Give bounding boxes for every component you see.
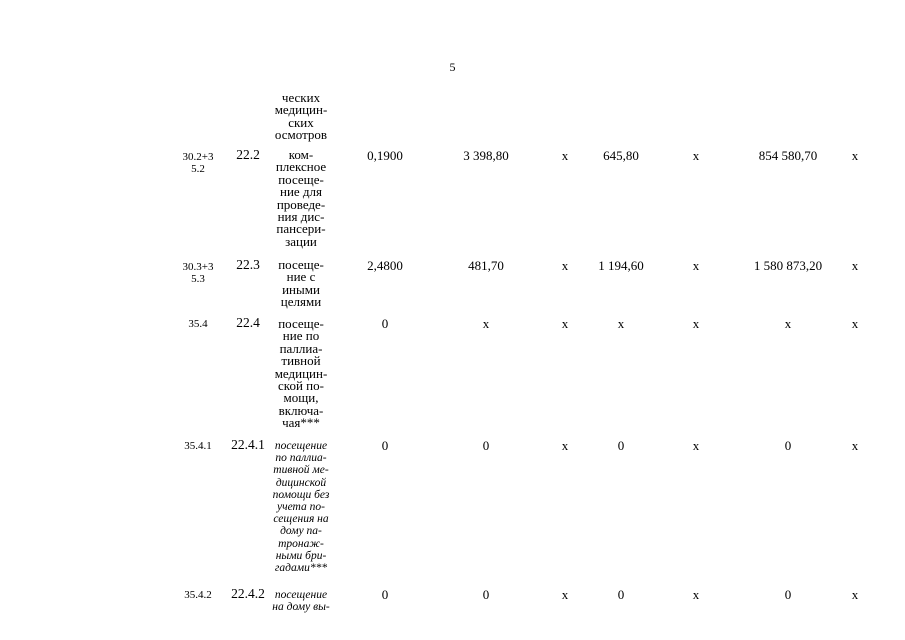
name-line: тивной xyxy=(281,353,321,369)
row-name xyxy=(264,318,338,430)
name-line: плексное xyxy=(275,159,327,175)
cell-value-3: х xyxy=(561,587,569,602)
cell-value-7: х xyxy=(851,587,859,602)
code-line: 35.4 xyxy=(188,318,208,330)
row-code xyxy=(176,151,220,175)
code-line: 35.4.2 xyxy=(184,589,212,601)
row-number: 22.4 xyxy=(236,315,260,330)
name-line: ние по xyxy=(282,328,320,344)
name-line: включа- xyxy=(278,402,324,418)
cell-value-5: х xyxy=(692,258,700,273)
cell-value-4: 645,80 xyxy=(603,148,639,163)
name-line: посеще- xyxy=(278,257,324,272)
name-line: ских xyxy=(288,114,314,130)
name-line: медицин- xyxy=(274,102,328,118)
name-line: ния дис- xyxy=(277,209,325,225)
name-line: на дому вы- xyxy=(272,601,330,614)
code-line: 5.2 xyxy=(191,163,205,175)
cell-value-1: 0,1900 xyxy=(367,148,403,163)
cell-value-4: 0 xyxy=(617,587,625,602)
cell-value-6: х xyxy=(784,316,792,331)
name-line: чая*** xyxy=(282,415,320,431)
name-line: учета по- xyxy=(277,501,325,514)
cell-value-6: 1 580 873,20 xyxy=(753,258,823,273)
name-line: по паллиа- xyxy=(275,452,327,465)
name-line: проведе- xyxy=(276,196,326,212)
name-line: ком- xyxy=(288,147,314,162)
cell-value-1: 0 xyxy=(381,316,389,331)
cell-value-5: х xyxy=(692,316,700,331)
name-line: гадами*** xyxy=(274,562,328,575)
name-line: зации xyxy=(285,233,317,249)
cell-value-4: 0 xyxy=(617,438,625,453)
name-line: посеще- xyxy=(278,171,324,187)
cell-value-3: х xyxy=(561,316,569,331)
name-line: ние для xyxy=(279,184,322,200)
name-line: ние с xyxy=(286,269,316,285)
name-line: посещение xyxy=(274,589,328,601)
cell-value-3: х xyxy=(561,438,569,453)
row-number: 22.4.2 xyxy=(231,586,265,601)
name-line: посещение xyxy=(274,440,328,452)
cell-value-2: 481,70 xyxy=(468,258,504,273)
name-line: тивной ме- xyxy=(273,464,329,477)
name-line: посеще- xyxy=(278,316,324,331)
row-code xyxy=(176,589,220,601)
name-line: ческих xyxy=(281,90,321,105)
cell-value-1: 0 xyxy=(381,438,389,453)
name-line: дицинской xyxy=(275,476,327,489)
row-name xyxy=(264,440,338,574)
name-line: мощи, xyxy=(283,390,319,406)
name-line: осмотров xyxy=(274,127,328,143)
name-line: иными xyxy=(282,281,320,297)
name-line: целями xyxy=(280,294,322,310)
row-code xyxy=(176,318,220,330)
cell-value-3: х xyxy=(561,258,569,273)
name-line: дому па- xyxy=(280,525,322,538)
cell-value-6: 0 xyxy=(784,587,792,602)
code-line: 5.3 xyxy=(191,273,205,285)
name-line: помощи без xyxy=(272,488,330,501)
name-line: ными бри- xyxy=(275,549,327,562)
name-line: медицин- xyxy=(274,365,328,381)
row-number: 22.2 xyxy=(236,147,260,162)
cell-value-7: х xyxy=(851,258,859,273)
code-line: 30.2+3 xyxy=(182,151,214,163)
cell-value-7: х xyxy=(851,148,859,163)
name-line: сещения на xyxy=(273,513,329,526)
name-line: паллиа- xyxy=(279,340,323,356)
row-name xyxy=(264,589,338,613)
cell-value-4: х xyxy=(617,316,625,331)
row-code xyxy=(176,261,220,285)
name-line: пансери- xyxy=(276,221,326,237)
cell-value-5: х xyxy=(692,438,700,453)
cell-value-4: 1 194,60 xyxy=(598,258,644,273)
cell-value-1: 2,4800 xyxy=(367,258,403,273)
name-line: ской по- xyxy=(278,378,324,394)
cell-value-2: 0 xyxy=(482,438,490,453)
name-line: тронаж- xyxy=(278,537,324,550)
cell-value-7: х xyxy=(851,438,859,453)
cell-value-1: 0 xyxy=(381,587,389,602)
cell-value-7: х xyxy=(851,316,859,331)
cell-value-5: х xyxy=(692,148,700,163)
row-code xyxy=(176,440,220,452)
cell-value-2: х xyxy=(482,316,490,331)
code-line: 30.3+3 xyxy=(182,261,214,273)
row-name xyxy=(264,149,338,248)
code-line: 35.4.1 xyxy=(184,440,212,452)
row-number: 22.3 xyxy=(236,257,260,272)
row-name xyxy=(264,259,338,309)
row-number: 22.4.1 xyxy=(231,437,265,452)
cell-value-6: 854 580,70 xyxy=(758,148,818,163)
cell-value-5: х xyxy=(692,587,700,602)
row-name-continuation xyxy=(264,92,338,142)
cell-value-2: 3 398,80 xyxy=(463,148,509,163)
cell-value-2: 0 xyxy=(482,587,490,602)
cell-value-6: 0 xyxy=(784,438,792,453)
page-number: 5 xyxy=(449,60,456,74)
cell-value-3: х xyxy=(561,148,569,163)
